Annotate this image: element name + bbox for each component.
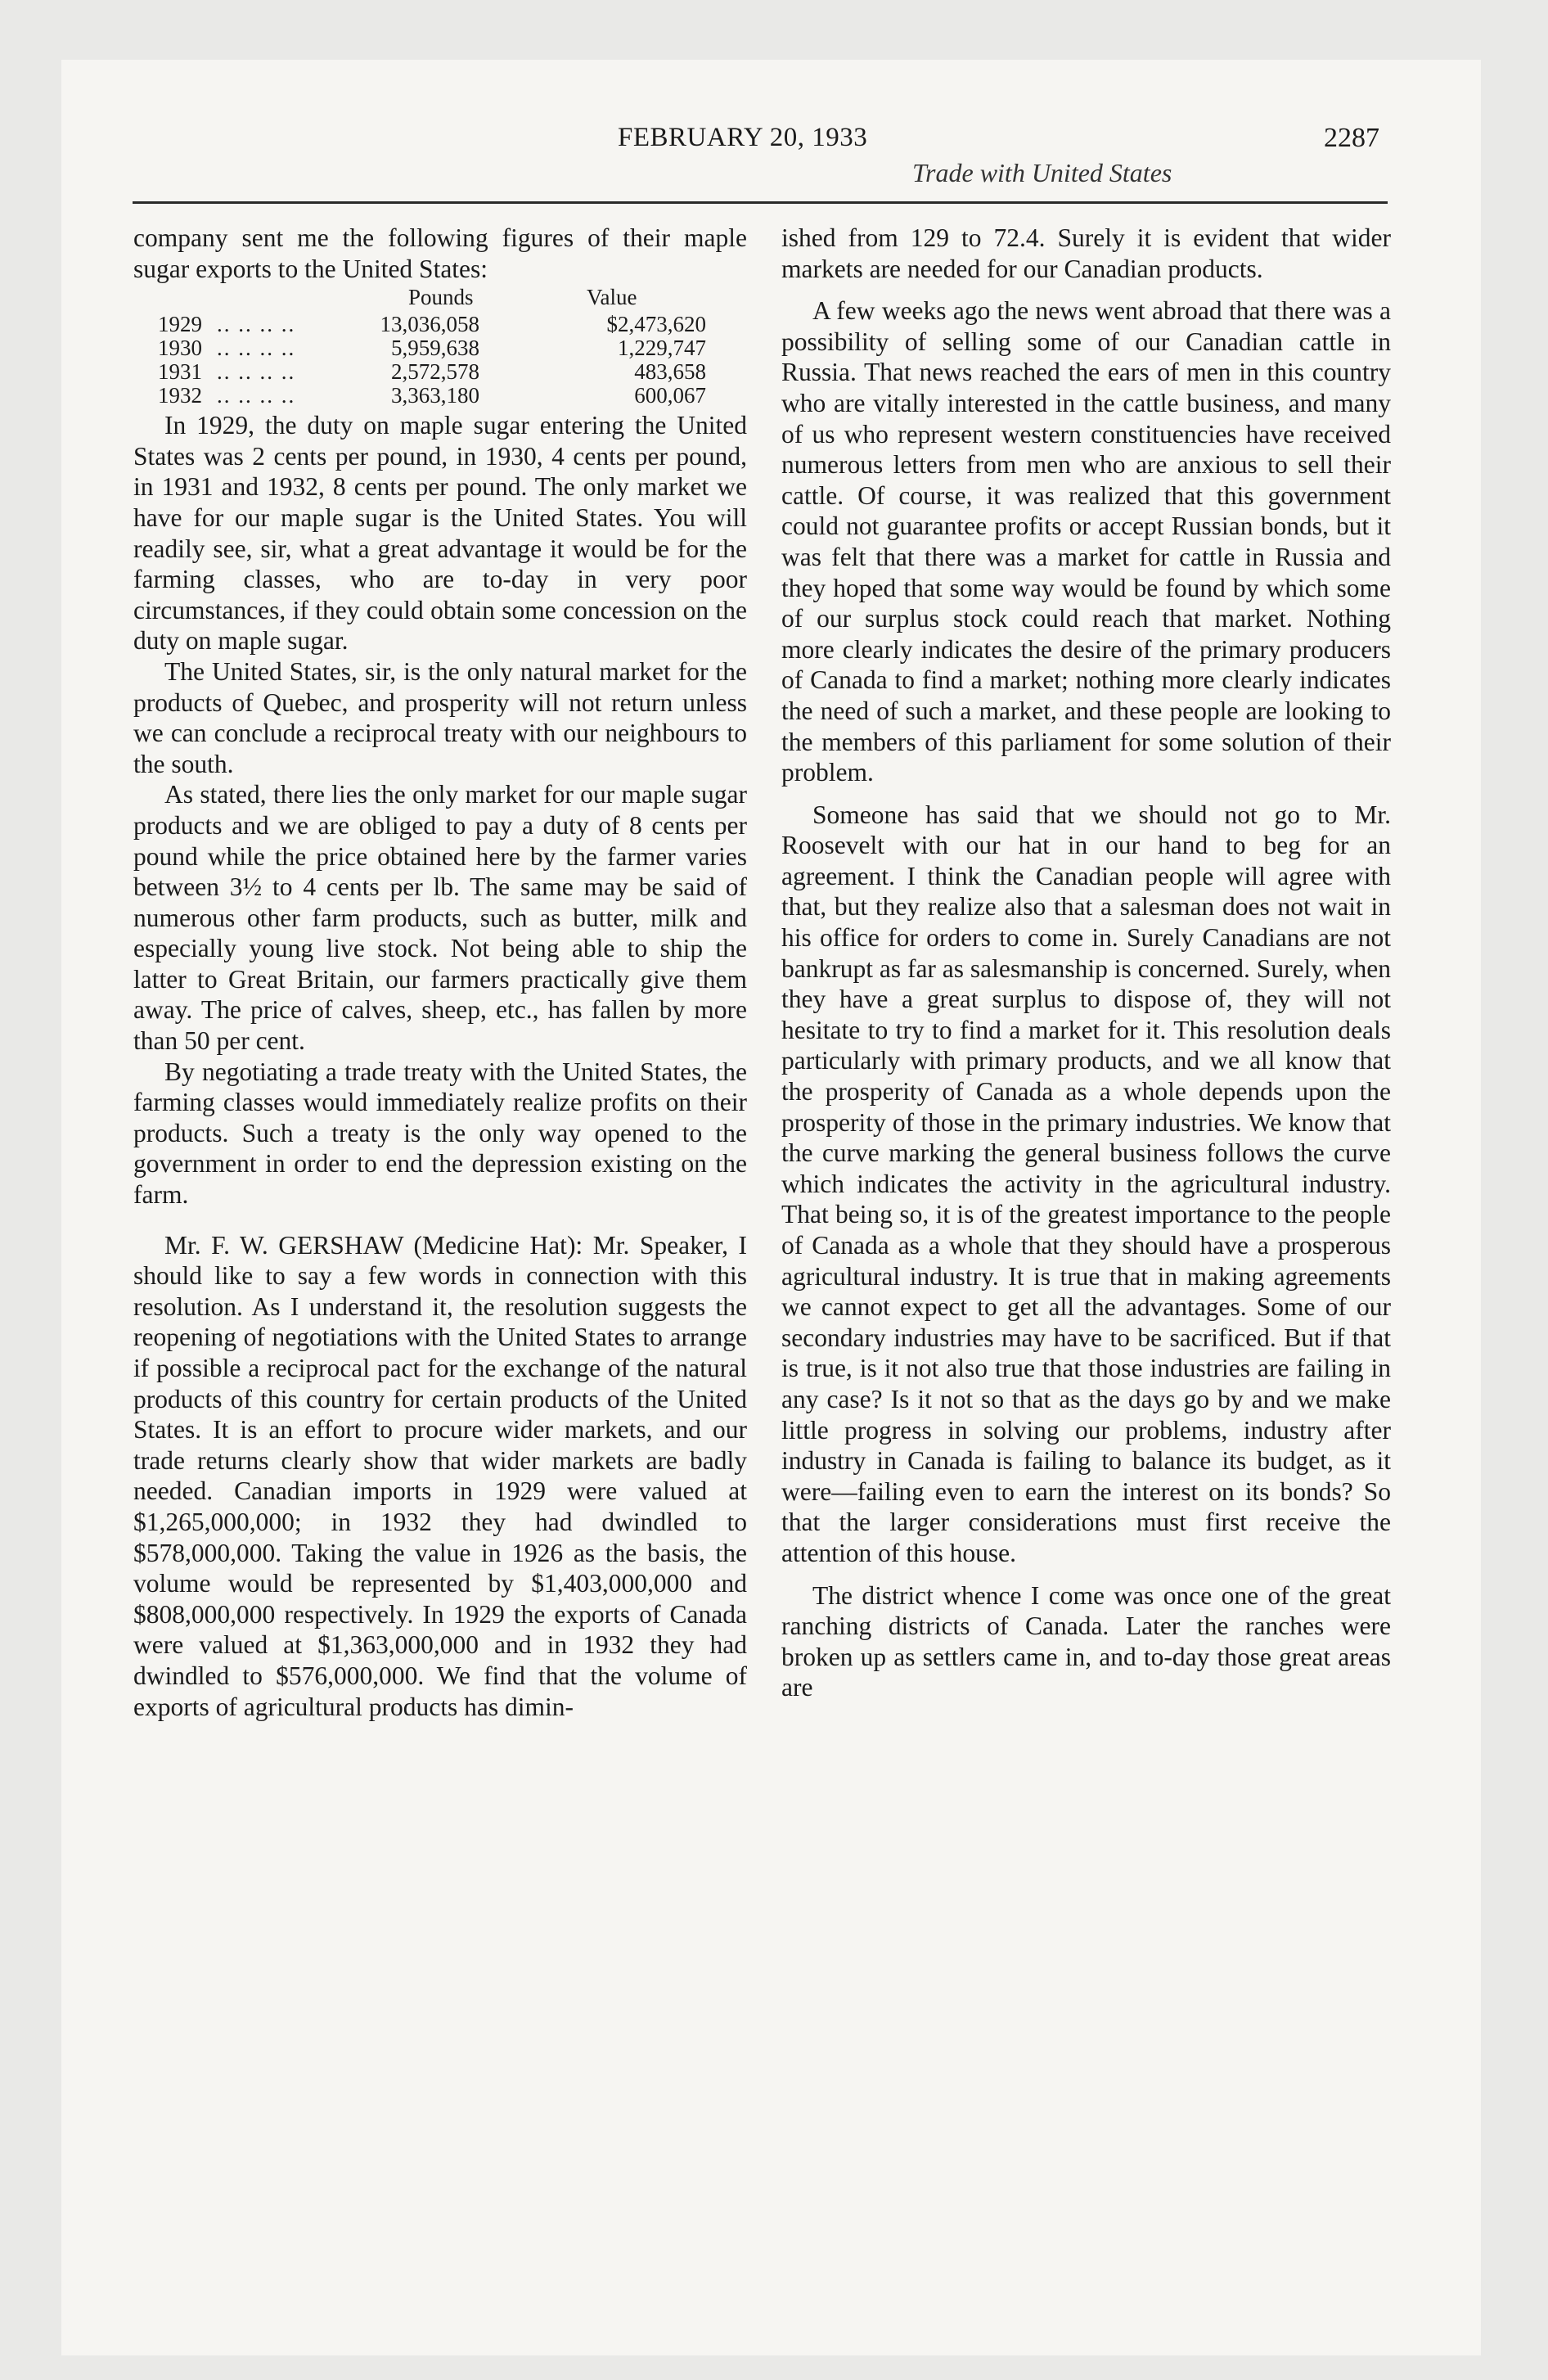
value-cell: 483,658 <box>634 359 706 385</box>
year-cell: 1930 <box>158 336 202 361</box>
page-number: 2287 <box>1324 123 1379 153</box>
pounds-cell: 3,363,180 <box>391 383 479 408</box>
left-column <box>133 223 747 1722</box>
intro-paragraph: company sent me the following figures of their maple sugar exports to the United States: <box>133 223 747 283</box>
natural-market-paragraph: The United States, sir, is the only natural market for the products of Quebec, and prosperity will not return unless we can conclude a reciprocal treaty with our neighbours to the south. <box>133 656 747 778</box>
farm-products-paragraph: As stated, there lies the only market for our maple sugar products and we are obliged to pay a duty of 8 cents per pound while the price obtained here by the farmer varies between 3½ to 4 cents per lb. The same may be said of numerous other farm products, such as butter, milk and especially young live stock. Not being able to ship the latter to Great Britain, our farmers practically give them away. The price of calves, sheep, etc., has fallen by more than 50 per cent. <box>133 780 747 1056</box>
year-cell: 1932 <box>158 383 202 408</box>
value-cell: 600,067 <box>634 383 706 408</box>
maple-sugar-exports-table <box>133 286 747 408</box>
continued-paragraph: ished from 129 to 72.4. Surely it is evident that wider markets are needed for our Canadian products. <box>781 223 1391 283</box>
value-cell: 1,229,747 <box>618 336 706 361</box>
leader-dots: .. .. .. .. <box>217 336 296 361</box>
year-cell: 1931 <box>158 359 202 385</box>
year-cell: 1929 <box>158 312 202 337</box>
value-header: Value <box>587 285 637 310</box>
ranching-district-paragraph: The district whence I come was once one of the great ranching districts of Canada. Later the ranches were broken up as settlers came in, and to-day those great areas are <box>781 1580 1391 1702</box>
leader-dots: .. .. .. .. <box>217 383 296 408</box>
russia-cattle-paragraph: A few weeks ago the news went abroad that there was a possibility of selling some of our Canadian cattle in Russia. That news reached the ears of men in this country who are vitally interested in the cattle business, and many of us who represent western constituencies have received numerous letters from men who are anxious to sell their cattle. Of course, it was realized that this government could not guarantee profits or accept Russian bonds, but it was felt that there was a market for cattle in Russia and they hoped that some way would be found by which some of our surplus stock could reach that market. Nothing more clearly indicates the desire of the primary producers of Canada to find a market; nothing more clearly indicates the need of such a market, and these people are looking to the members of this parliament for some solution of their problem. <box>781 296 1391 787</box>
roosevelt-paragraph: Someone has said that we should not go to Mr. Roosevelt with our hat in our hand to beg for an agreement. I think the Canadian people will agree with that, but they realize also that a salesman does not wait in his office for orders to come in. Surely Canadians are not bankrupt as far as salesmanship is concerned. Surely, when they have a great surplus to dispose of, they will not hesitate to try to find a market for it. This resolution deals particularly with primary products, and we all know that the prosperity of Canada as a whole depends upon the prosperity of those in the primary industries. We know that the curve marking the general business follows the curve which indicates the activity in the agricultural industry. That being so, it is of the greatest importance to the people of Canada as a whole that they should have a prosperous agricultural industry. It is true that in making agreements we cannot expect to get all the advantages. Some of our secondary industries may have to be sacrificed. But if that is true, is it not also true that those industries are failing in any case? Is it not so that as the days go by and we make little progress in solving our problems, industry after industry in Canada is failing to balance its budget, as it were—failing even to earn the interest on its bonds? So that the larger considerations must first receive the attention of this house. <box>781 800 1391 1567</box>
running-subheading: Trade with United States <box>912 158 1172 187</box>
duty-paragraph: In 1929, the duty on maple sugar entering the United States was 2 cents per pound, in 1930, 4 cents per pound, in 1931 and 1932, 8 cents per pound. The only market we have for our maple sugar is the United States. You will readily see, sir, what a great advantage it would be for the farming classes, who are to-day in very poor circumstances, if they could obtain some concession on the duty on maple sugar. <box>133 411 747 656</box>
value-cell: $2,473,620 <box>606 312 706 337</box>
table-row <box>133 384 747 408</box>
gershaw-speech-paragraph: Mr. F. W. GERSHAW (Medicine Hat): Mr. Speaker, I should like to say a few words in connection with this resolution. As I understand it, the resolution suggests the reopening of negotiations with the United States to arrange if possible a reciprocal pact for the exchange of the natural products of this country for certain products of the United States. It is an effort to procure wider markets, and our trade returns clearly show that wider markets are badly needed. Canadian imports in 1929 were valued at $1,265,000,000; in 1932 they had dwindled to $578,000,000. Taking the value in 1926 as the basis, the volume would be represented by $1,403,000,000 and $808,000,000 respectively. In 1929 the exports of Canada were valued at $1,363,000,000 and in 1932 they had dwindled to $576,000,000. We find that the volume of exports of agricultural products has dimin- <box>133 1230 747 1721</box>
table-row <box>133 360 747 384</box>
table-header-row <box>133 286 747 313</box>
table-row <box>133 336 747 360</box>
pounds-header: Pounds <box>408 285 474 310</box>
right-column <box>781 223 1391 1703</box>
pounds-cell: 2,572,578 <box>391 359 479 385</box>
header-rule <box>133 201 1388 204</box>
table-row <box>133 313 747 336</box>
trade-treaty-paragraph: By negotiating a trade treaty with the United States, the farming classes would immediately realize profits on their products. Such a treaty is the only way opened to the government in order to end the depression existing on the farm. <box>133 1057 747 1210</box>
pounds-cell: 13,036,058 <box>380 312 479 337</box>
leader-dots: .. .. .. .. <box>217 312 296 337</box>
pounds-cell: 5,959,638 <box>391 336 479 361</box>
leader-dots: .. .. .. .. <box>217 359 296 385</box>
page-date: FEBRUARY 20, 1933 <box>618 123 868 152</box>
